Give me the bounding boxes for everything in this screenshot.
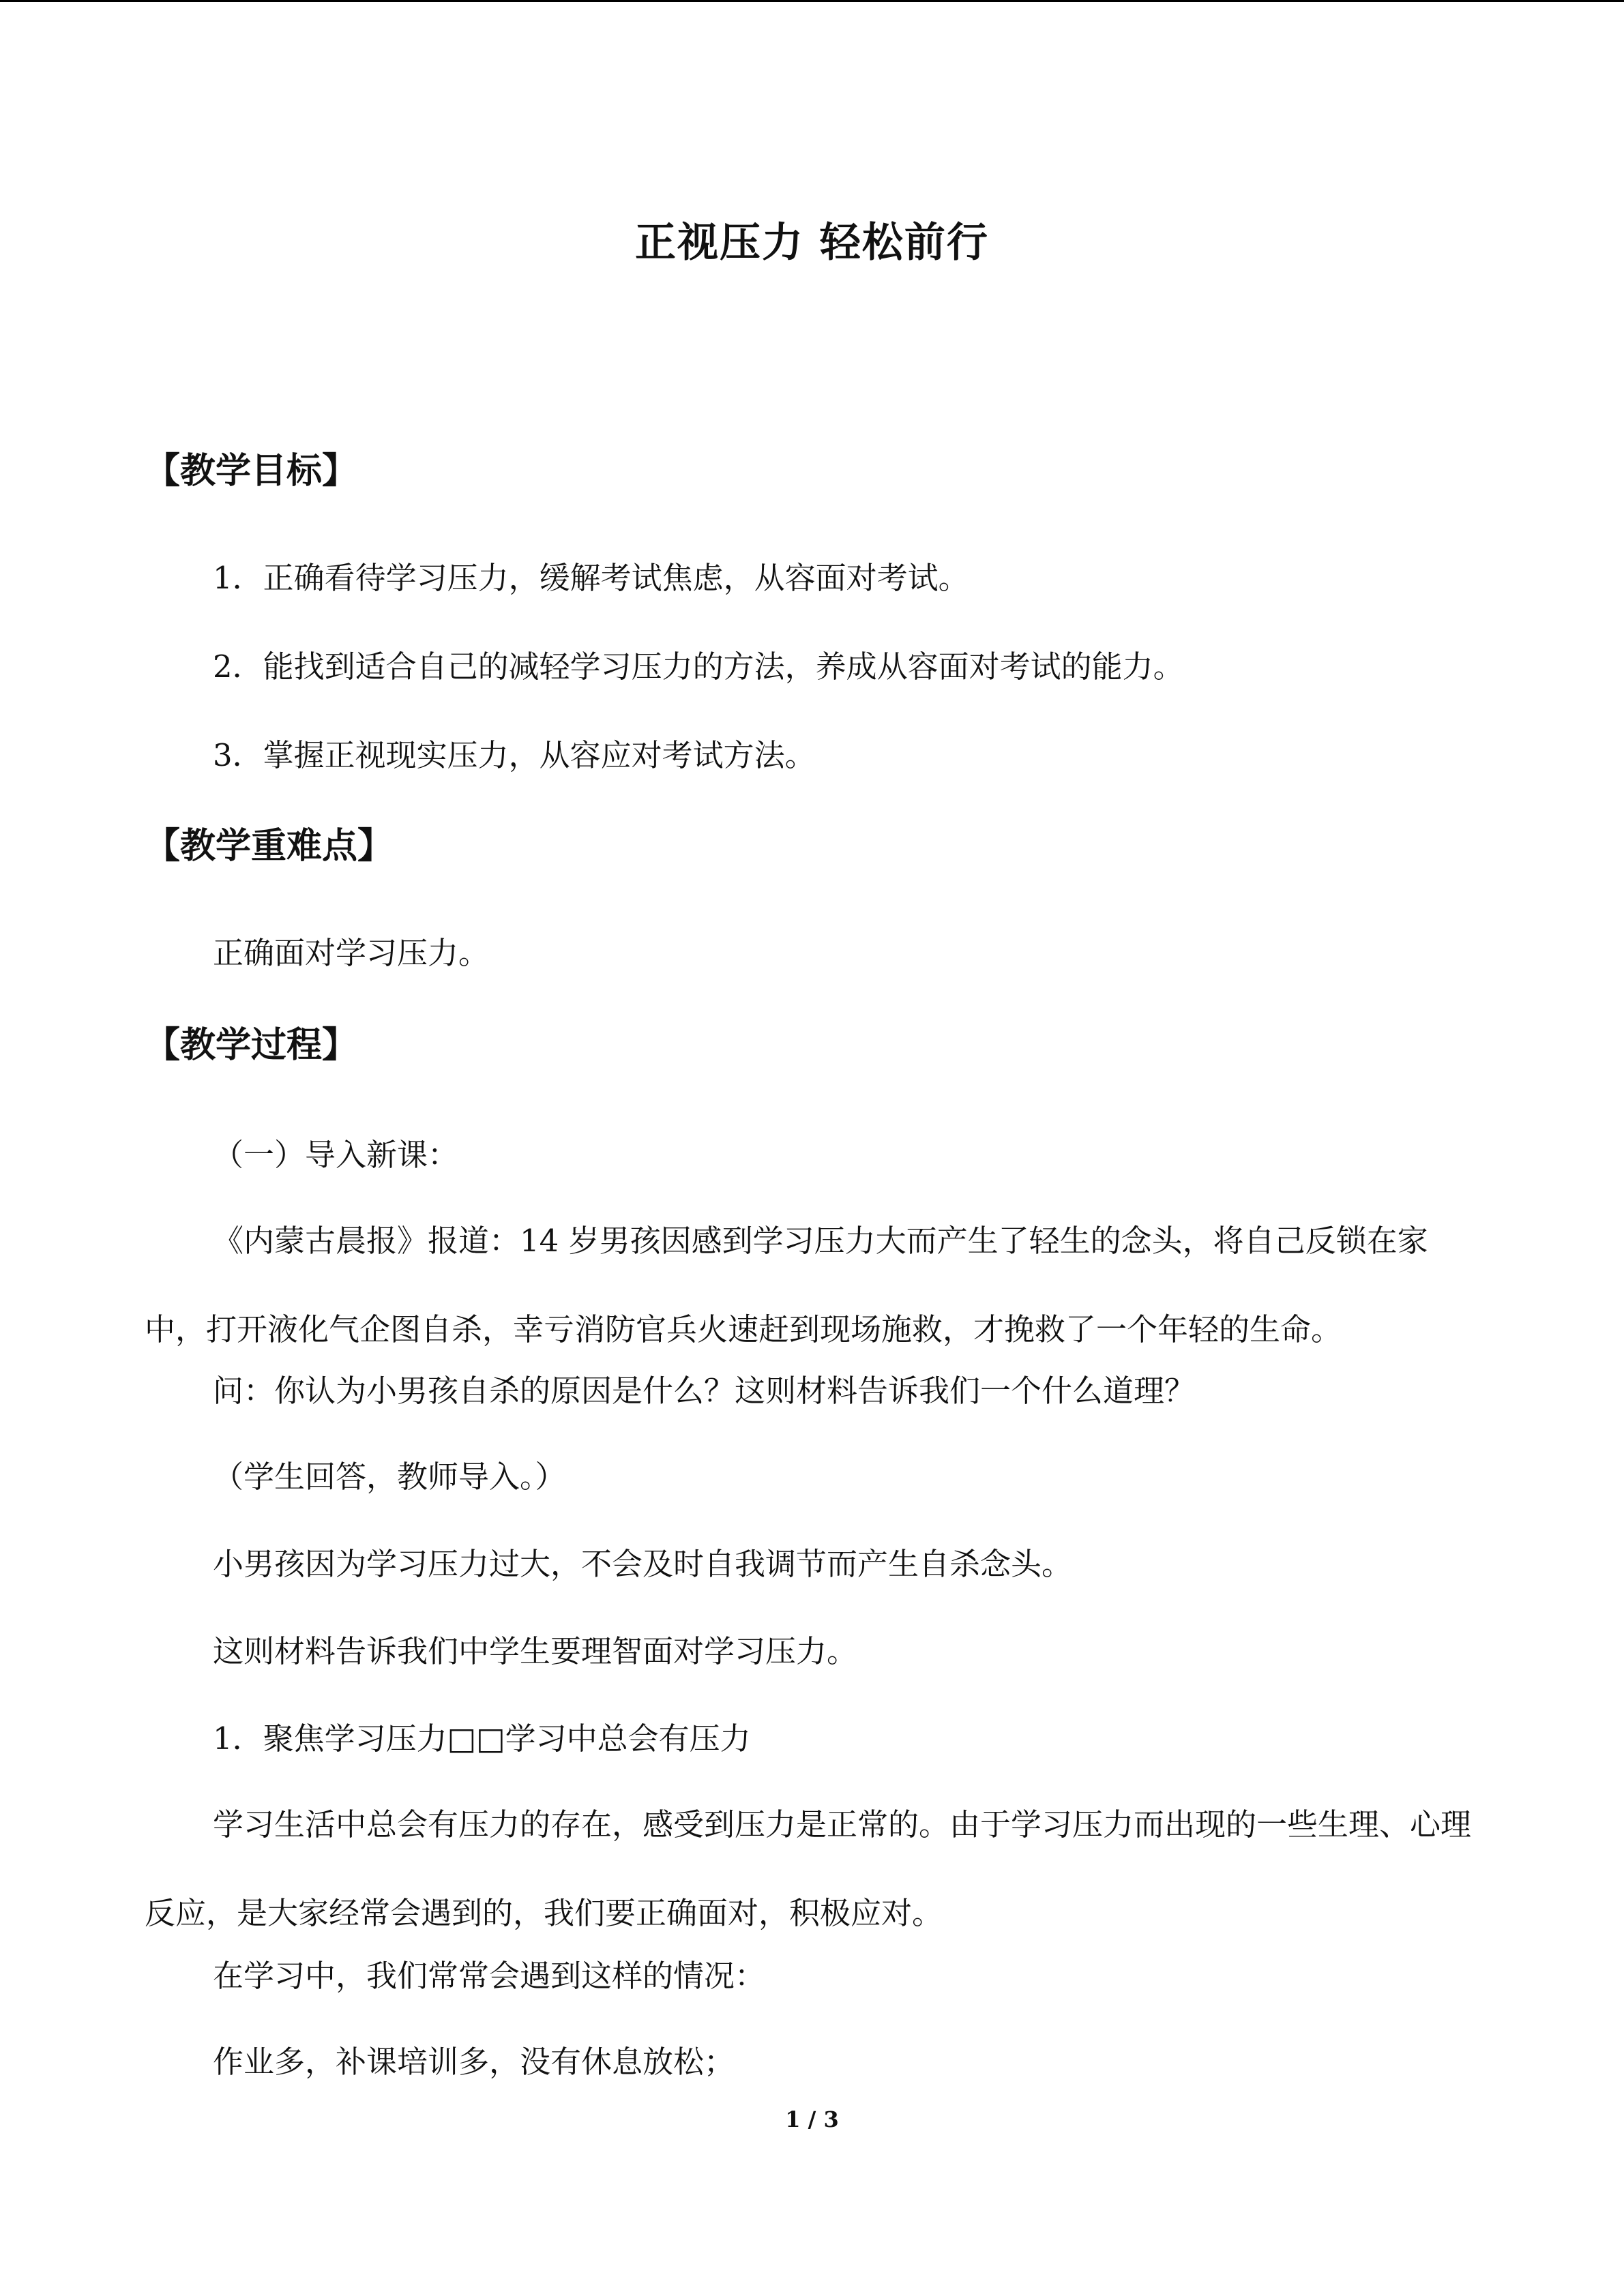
answer-2: 这则材料告诉我们中学生要理智面对学习压力。 bbox=[213, 1633, 858, 1669]
student-answer-note: （学生回答，教师导入。） bbox=[213, 1459, 566, 1495]
situation-1: 作业多，补课培训多，没有休息放松； bbox=[213, 2044, 735, 2080]
objective-item-1: 1．正确看待学习压力，缓解考试焦虑，从容面对考试。 bbox=[213, 560, 969, 596]
heading-process: 【教学过程】 bbox=[145, 1024, 358, 1066]
news-paragraph: 《内蒙古晨报》报道：14 岁男孩因感到学习压力大而产生了轻生的念头，将自己反锁在家中，打开液化气企图自杀，幸亏消防官兵火速赶到现场施救，才挽救了一个年轻的生命。 bbox=[145, 1223, 1428, 1347]
pressure-paragraph: 学习生活中总会有压力的存在，感受到压力是正常的。由于学习压力而出现的一些生理、心理反应，是大家经常会遇到的，我们要正确面对，积极应对。 bbox=[145, 1806, 1472, 1931]
heading-objectives: 【教学目标】 bbox=[145, 450, 358, 492]
page-number: 1 / 3 bbox=[785, 2106, 839, 2132]
intro-label: （一）导入新课： bbox=[213, 1137, 459, 1173]
objective-item-2: 2．能找到适合自己的减轻学习压力的方法，养成从容面对考试的能力。 bbox=[213, 648, 1184, 685]
subsection-1-heading: 1．聚焦学习压力□□学习中总会有压力 bbox=[213, 1720, 751, 1757]
question-text: 问：你认为小男孩自杀的原因是什么？这则材料告诉我们一个什么道理？ bbox=[213, 1373, 1196, 1409]
heading-key-points: 【教学重难点】 bbox=[145, 825, 394, 867]
document-title: 正视压力 轻松前行 bbox=[635, 219, 989, 267]
key-points-text: 正确面对学习压力。 bbox=[213, 935, 490, 971]
answer-1: 小男孩因为学习压力过大，不会及时自我调节而产生自杀念头。 bbox=[213, 1546, 1073, 1582]
situation-intro: 在学习中，我们常常会遇到这样的情况： bbox=[213, 1958, 766, 1994]
objective-item-3: 3．掌握正视现实压力，从容应对考试方法。 bbox=[213, 737, 816, 773]
